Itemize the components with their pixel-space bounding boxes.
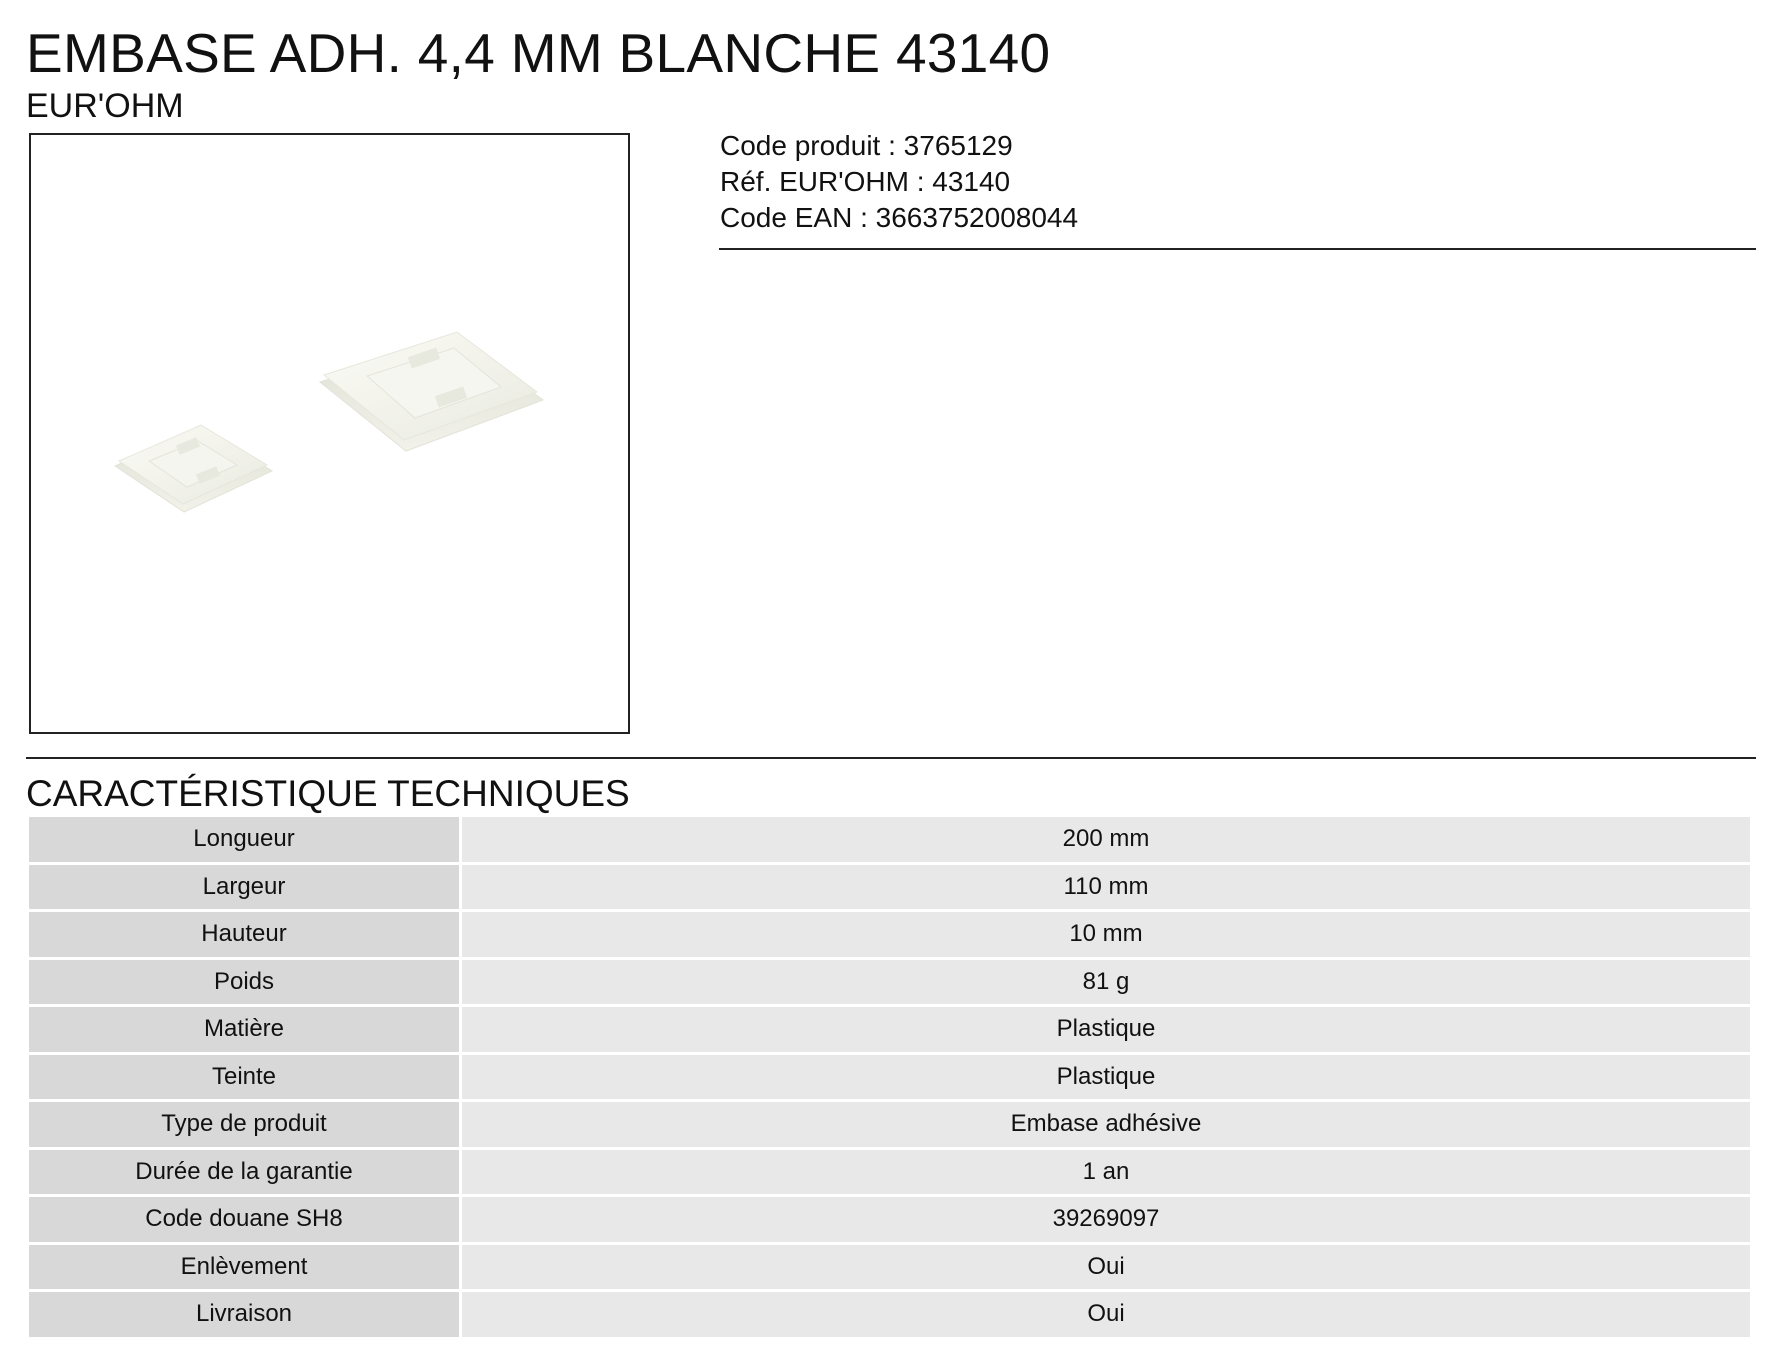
codes-divider bbox=[719, 248, 1756, 250]
spec-label: Type de produit bbox=[29, 1102, 459, 1147]
spec-label: Durée de la garantie bbox=[29, 1150, 459, 1195]
spec-label: Hauteur bbox=[29, 912, 459, 957]
spec-label: Livraison bbox=[29, 1292, 459, 1337]
spec-label: Poids bbox=[29, 960, 459, 1005]
spec-value: 10 mm bbox=[462, 912, 1750, 957]
spec-value: 110 mm bbox=[462, 865, 1750, 910]
table-row bbox=[29, 1007, 1750, 1052]
product-image bbox=[29, 133, 630, 734]
spec-label: Enlèvement bbox=[29, 1245, 459, 1290]
table-row bbox=[29, 817, 1750, 862]
ean-code: Code EAN : 3663752008044 bbox=[720, 202, 1079, 233]
spec-value: 1 an bbox=[462, 1150, 1750, 1195]
spec-value: Plastique bbox=[462, 1055, 1750, 1100]
spec-label: Largeur bbox=[29, 865, 459, 910]
spec-label: Longueur bbox=[29, 817, 459, 862]
spec-value: Oui bbox=[462, 1245, 1750, 1290]
spec-value: 81 g bbox=[462, 960, 1750, 1005]
table-row bbox=[29, 1102, 1750, 1147]
spec-label: Matière bbox=[29, 1007, 459, 1052]
product-title: EMBASE ADH. 4,4 MM BLANCHE 43140 bbox=[26, 22, 1051, 84]
specs-section-title: CARACTÉRISTIQUE TECHNIQUES bbox=[26, 773, 630, 814]
table-row bbox=[29, 1245, 1750, 1290]
small-base-icon bbox=[115, 425, 272, 512]
table-row bbox=[29, 912, 1750, 957]
product-brand: EUR'OHM bbox=[26, 87, 184, 125]
table-row bbox=[29, 1150, 1750, 1195]
section-divider bbox=[26, 757, 1756, 759]
table-row bbox=[29, 865, 1750, 910]
product-code: Code produit : 3765129 bbox=[720, 130, 1013, 161]
table-row bbox=[29, 1292, 1750, 1337]
table-row bbox=[29, 1197, 1750, 1242]
spec-label: Code douane SH8 bbox=[29, 1197, 459, 1242]
manufacturer-reference: Réf. EUR'OHM : 43140 bbox=[720, 166, 1011, 197]
table-row bbox=[29, 960, 1750, 1005]
product-codes bbox=[720, 128, 1078, 236]
adhesive-base-product-photo bbox=[31, 135, 628, 732]
spec-value: 39269097 bbox=[462, 1197, 1750, 1242]
large-base-icon bbox=[320, 332, 543, 451]
spec-value: Plastique bbox=[462, 1007, 1750, 1052]
specs-table bbox=[26, 814, 1753, 1340]
spec-value: Embase adhésive bbox=[462, 1102, 1750, 1147]
table-row bbox=[29, 1055, 1750, 1100]
spec-label: Teinte bbox=[29, 1055, 459, 1100]
spec-value: Oui bbox=[462, 1292, 1750, 1337]
spec-value: 200 mm bbox=[462, 817, 1750, 862]
